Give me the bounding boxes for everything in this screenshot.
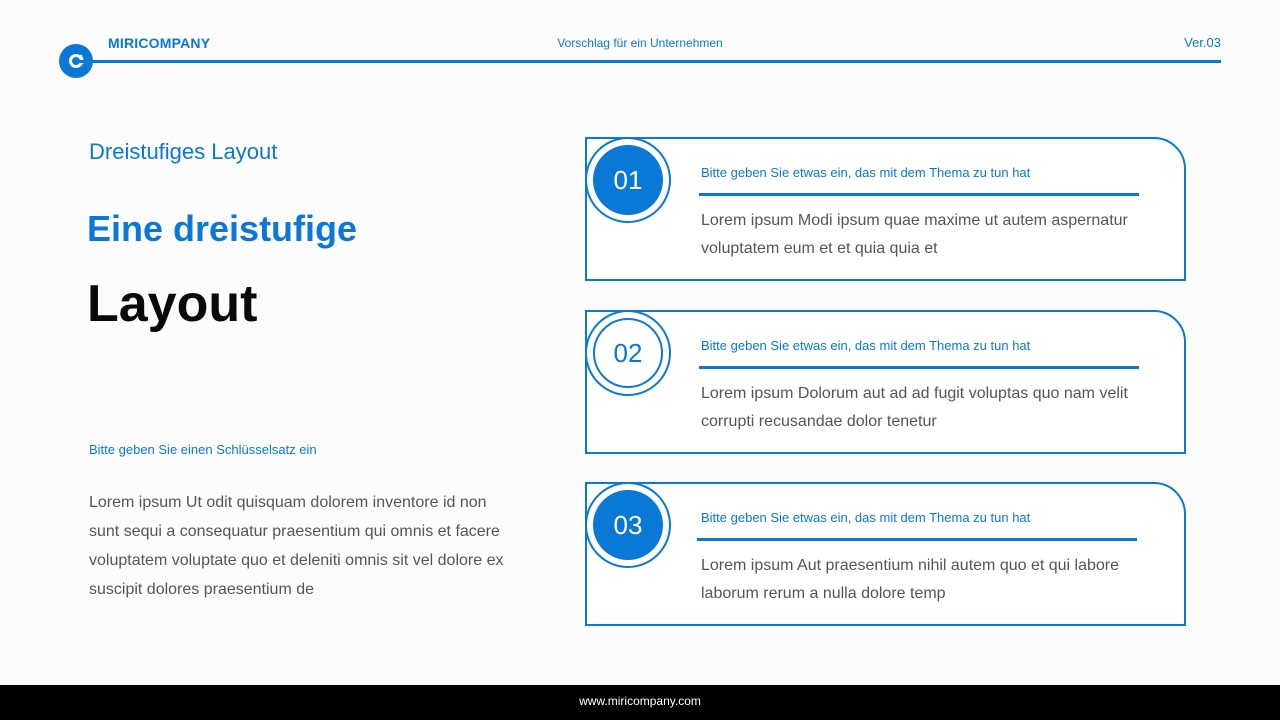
step-card-1 <box>585 137 1186 281</box>
step-number: 01 <box>593 145 663 215</box>
step-text: Lorem ipsum Dolorum aut ad ad fugit voluptas quo nam velit corrupti recusandae dolor tenetur <box>701 385 1128 430</box>
step-number: 03 <box>593 490 663 560</box>
step-card-2 <box>585 310 1186 454</box>
step-text: Lorem ipsum Aut praesentium nihil autem quo et qui labore laborum rerum a nulla dolore temp <box>701 557 1120 602</box>
step-title: Bitte geben Sie etwas ein, das mit dem Thema zu tun hat <box>701 338 1031 353</box>
body-text: Lorem ipsum Ut odit quisquam dolorem inventore id non sunt sequi a consequatur praesentium qui omnis et facere voluptatem voluptate quo et deleniti omnis sit vel dolore ex suscipit dolores praesentium de <box>89 494 504 598</box>
step-text: Lorem ipsum Modi ipsum quae maxime ut autem aspernatur voluptatem eum et et quia quia et <box>701 212 1128 257</box>
key-sentence-label: Bitte geben Sie einen Schlüsselsatz ein <box>89 442 317 457</box>
step-number: 02 <box>593 318 663 388</box>
step-divider <box>697 538 1137 541</box>
section-label: Dreistufiges Layout <box>89 139 278 164</box>
footer-website: www.miricompany.com <box>579 694 701 708</box>
header-divider <box>76 60 1221 63</box>
version-label: Ver.03 <box>1184 35 1221 50</box>
step-number-badge <box>585 310 671 396</box>
headline-line2: Layout <box>87 275 258 333</box>
footer-bar <box>0 685 1280 720</box>
brand-name: MIRICOMPANY <box>108 35 211 51</box>
step-card-3 <box>585 482 1186 626</box>
headline-line1: Eine dreistufige <box>87 208 358 249</box>
step-number-badge <box>585 137 671 223</box>
step-divider <box>699 366 1139 369</box>
step-title: Bitte geben Sie etwas ein, das mit dem Thema zu tun hat <box>701 165 1031 180</box>
step-divider <box>699 193 1139 196</box>
step-number-badge <box>585 482 671 568</box>
document-subtitle: Vorschlag für ein Unternehmen <box>557 36 723 50</box>
step-title: Bitte geben Sie etwas ein, das mit dem Thema zu tun hat <box>701 510 1031 525</box>
